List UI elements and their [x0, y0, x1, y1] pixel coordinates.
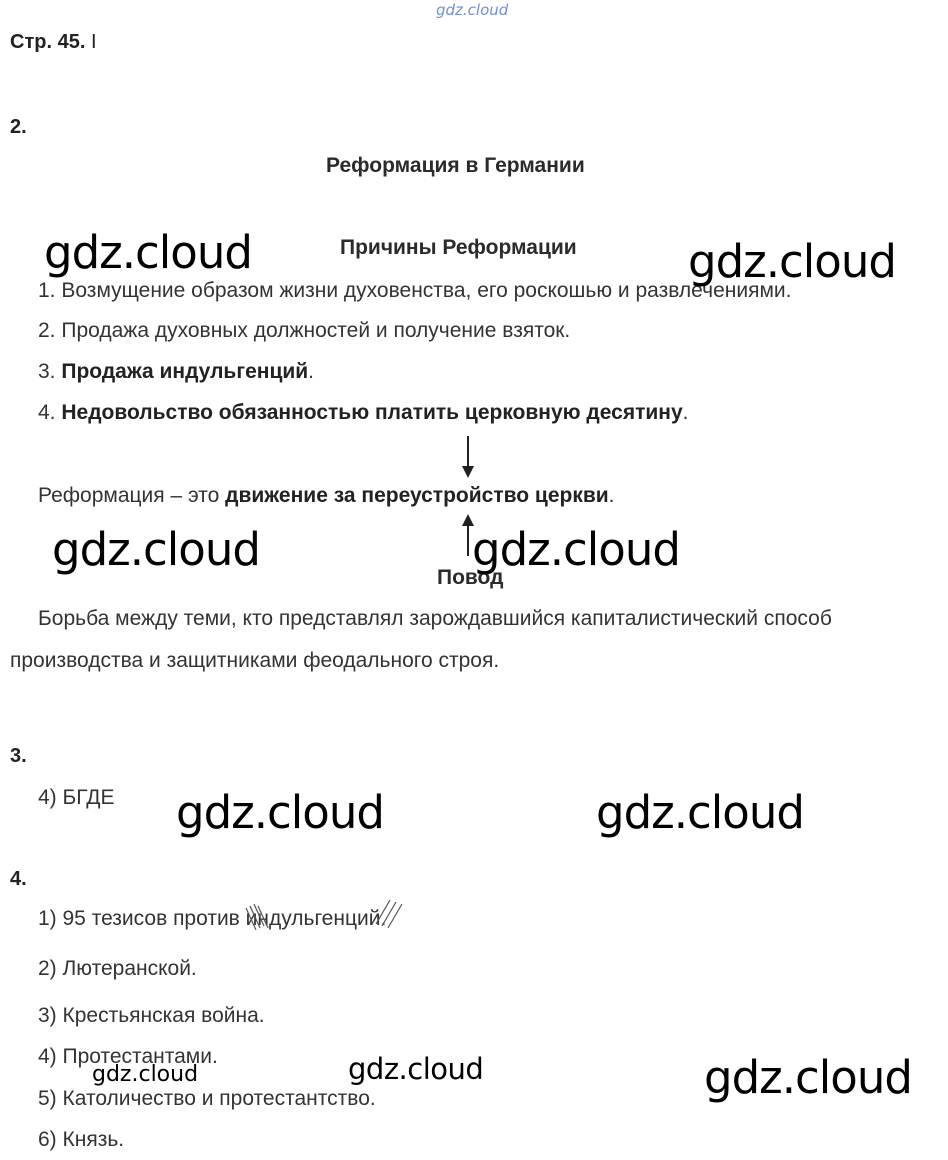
task-4-answer-1: 1) 95 тезисов против индульгенций.: [38, 907, 387, 930]
cause-4-bold-text: Недовольство обязанностью платить церковную десятину: [61, 401, 683, 424]
watermark-1: gdz.cloud: [44, 226, 252, 279]
watermark-2: gdz.cloud: [688, 235, 896, 288]
cause-item-2: [38, 319, 570, 343]
watermark-3: gdz.cloud: [52, 523, 260, 576]
task-4-number: 4.: [10, 868, 27, 890]
cause-2-number: 2.: [38, 319, 62, 342]
watermark-top: gdz.cloud: [436, 1, 509, 19]
task-4-answer-4: 4) Протестантами.: [38, 1045, 218, 1068]
cause-1-number: 1.: [38, 279, 62, 302]
task-4-answer-6: 6) Князь.: [38, 1128, 125, 1151]
watermark-4: gdz.cloud: [472, 523, 680, 576]
reason-title: Повод: [437, 566, 504, 589]
task-2-title: Реформация в Германии: [326, 154, 585, 177]
cause-item-1: [38, 279, 791, 303]
task-3-number: 3.: [10, 745, 27, 767]
task-4-answer-2: 2) Лютеранской.: [38, 957, 197, 980]
scribble-mark: [240, 894, 420, 938]
cause-3-number: 3.: [38, 360, 62, 383]
cause-1-text: Возмущение образом жизни духовенства, его роскошью и развлечениями.: [61, 279, 792, 302]
page-header-mark: I: [90, 31, 97, 53]
watermark-6: gdz.cloud: [596, 786, 804, 839]
reason-line-1: Борьба между теми, кто представлял зарождавшийся капиталистический способ: [38, 607, 832, 630]
cause-3-suffix: .: [308, 360, 315, 383]
cause-4-number: 4.: [38, 401, 62, 424]
definition-bold-text: движение за переустройство церкви: [225, 484, 609, 507]
watermark-8: gdz.cloud: [348, 1052, 484, 1086]
task-3-answer: 4) БГДЕ: [38, 786, 115, 809]
watermark-7: gdz.cloud: [704, 1051, 912, 1104]
reason-line-2: производства и защитниками феодального строя.: [10, 649, 500, 672]
task-4-answer-3: 3) Крестьянская война.: [38, 1004, 265, 1027]
arrow-down-icon: [458, 436, 478, 480]
reformation-definition: [38, 484, 615, 508]
causes-title: Причины Реформации: [340, 236, 577, 259]
definition-suffix: .: [608, 484, 615, 507]
page-header-text: Стр. 45.: [10, 31, 86, 53]
cause-3-bold-text: Продажа индульгенций: [61, 360, 309, 383]
task-2-number: 2.: [10, 116, 27, 138]
cause-item-4: [38, 401, 689, 425]
watermark-9: gdz.cloud: [92, 1062, 199, 1087]
page-header: [10, 31, 97, 54]
watermark-5: gdz.cloud: [176, 786, 384, 839]
cause-item-3: [38, 360, 314, 384]
cause-4-suffix: .: [682, 401, 689, 424]
task-4-answer-5: 5) Католичество и протестантство.: [38, 1087, 376, 1110]
definition-prefix: Реформация – это: [38, 484, 226, 507]
cause-2-text: Продажа духовных должностей и получение взяток.: [61, 319, 571, 342]
